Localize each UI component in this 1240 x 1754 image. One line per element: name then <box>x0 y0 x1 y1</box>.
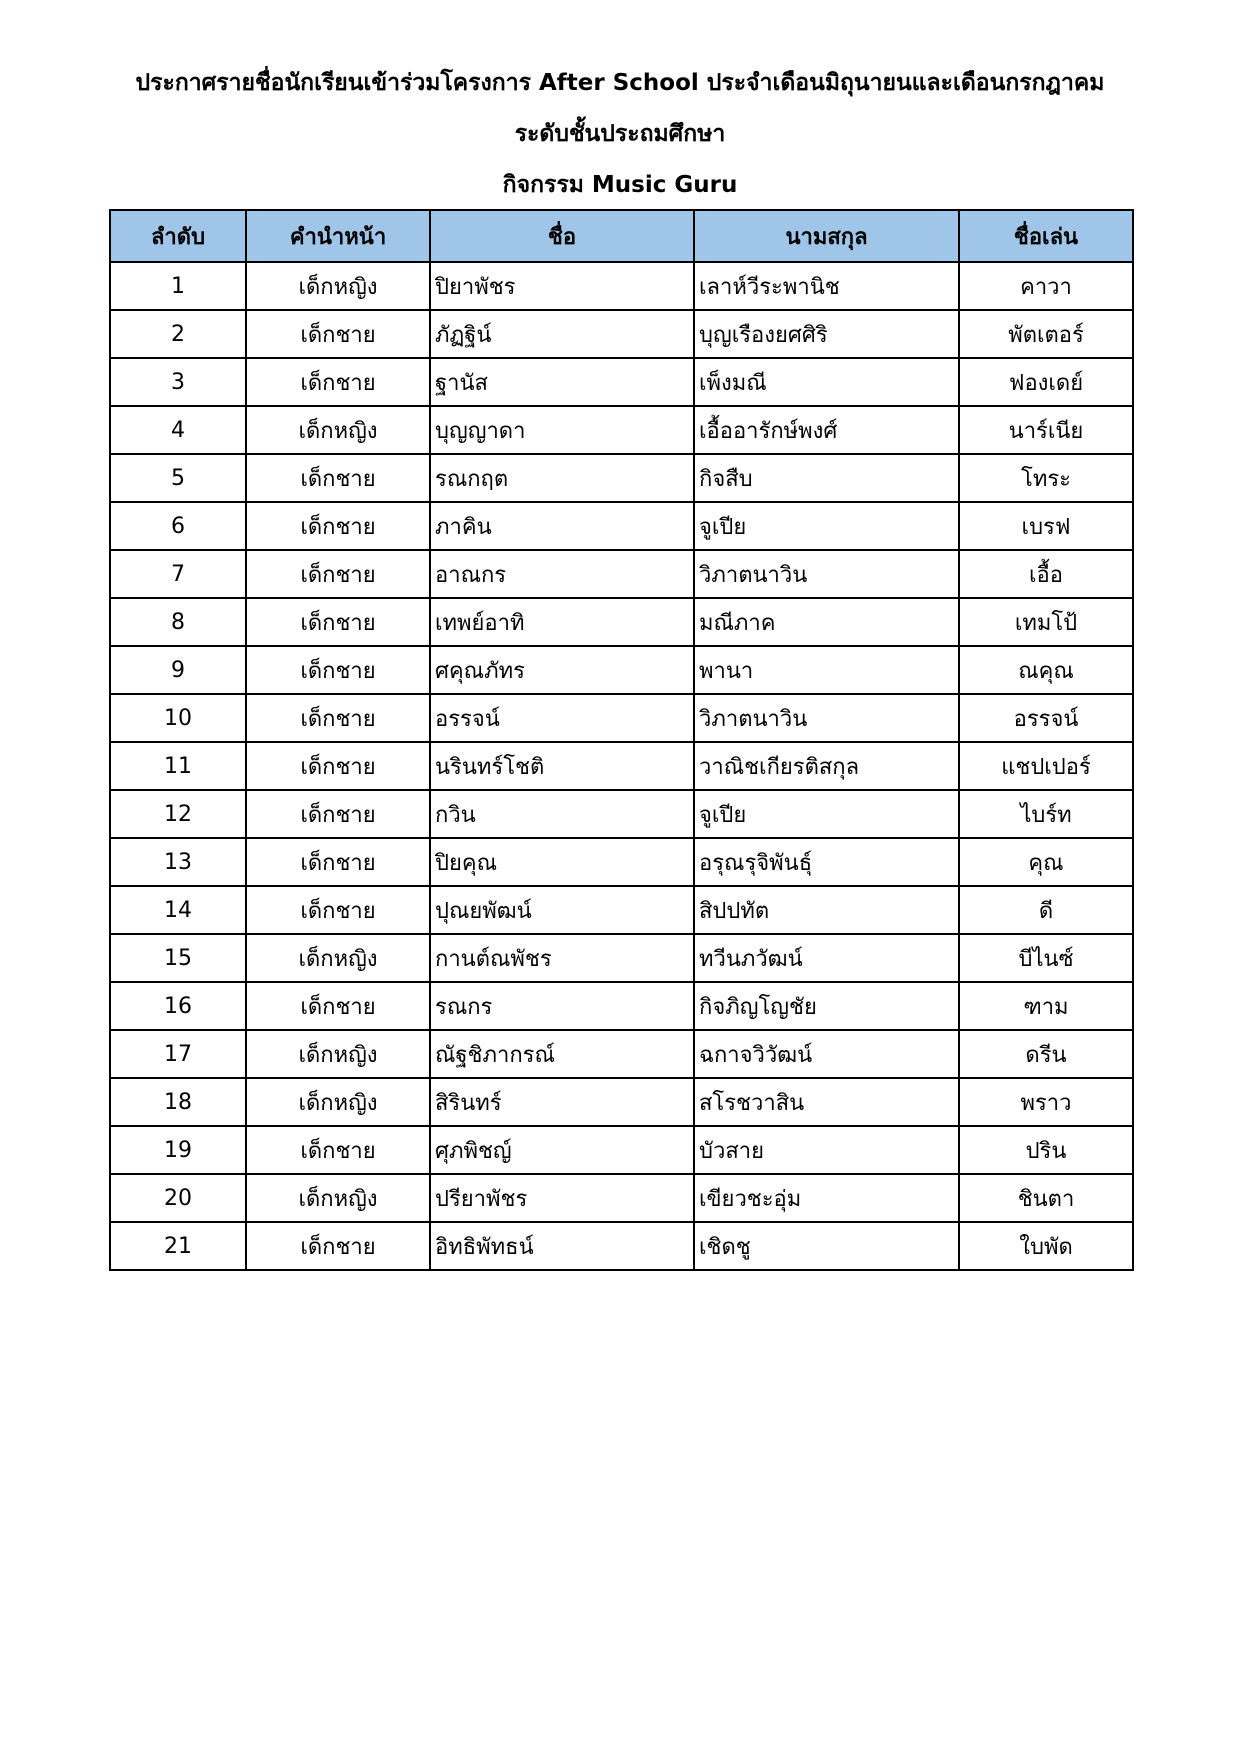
cell-first-name: ฐานัส <box>430 358 694 406</box>
table-row <box>110 1174 1133 1222</box>
cell-nickname: คุณ <box>959 838 1133 886</box>
cell-last-name: พานา <box>694 646 959 694</box>
cell-first-name: เทพย์อาทิ <box>430 598 694 646</box>
cell-last-name: กิจสืบ <box>694 454 959 502</box>
cell-last-name: กิจภิญโญชัย <box>694 982 959 1030</box>
cell-prefix: เด็กชาย <box>246 598 430 646</box>
cell-first-name: รณกฤต <box>430 454 694 502</box>
table-row <box>110 934 1133 982</box>
table-row <box>110 262 1133 310</box>
cell-nickname: เบรฟ <box>959 502 1133 550</box>
cell-first-name: กานต์ณพัชร <box>430 934 694 982</box>
cell-number: 13 <box>110 838 246 886</box>
cell-prefix: เด็กหญิง <box>246 406 430 454</box>
cell-last-name: อรุณรุจิพันธุ์ <box>694 838 959 886</box>
cell-number: 15 <box>110 934 246 982</box>
cell-nickname: อรรจน์ <box>959 694 1133 742</box>
cell-last-name: ทวีนภวัฒน์ <box>694 934 959 982</box>
cell-first-name: นรินทร์โชติ <box>430 742 694 790</box>
table-row <box>110 358 1133 406</box>
table-row <box>110 310 1133 358</box>
cell-nickname: ฟองเดย์ <box>959 358 1133 406</box>
table-row <box>110 982 1133 1030</box>
cell-number: 8 <box>110 598 246 646</box>
table-body <box>110 262 1133 1270</box>
cell-number: 19 <box>110 1126 246 1174</box>
col-header-prefix: คำนำหน้า <box>246 210 430 262</box>
table-row <box>110 406 1133 454</box>
cell-last-name: ฉกาจวิวัฒน์ <box>694 1030 959 1078</box>
table-row <box>110 838 1133 886</box>
cell-first-name: รณกร <box>430 982 694 1030</box>
table-row <box>110 1078 1133 1126</box>
cell-nickname: ปริน <box>959 1126 1133 1174</box>
cell-nickname: ฑาม <box>959 982 1133 1030</box>
cell-prefix: เด็กชาย <box>246 310 430 358</box>
col-header-nickname: ชื่อเล่น <box>959 210 1133 262</box>
cell-last-name: วาณิชเกียรติสกุล <box>694 742 959 790</box>
student-roster-table <box>109 209 1134 1271</box>
cell-first-name: บุญญาดา <box>430 406 694 454</box>
cell-last-name: เลาห์วีระพานิช <box>694 262 959 310</box>
cell-first-name: ปรียาพัชร <box>430 1174 694 1222</box>
cell-prefix: เด็กหญิง <box>246 1174 430 1222</box>
cell-first-name: อาณกร <box>430 550 694 598</box>
cell-nickname: โทระ <box>959 454 1133 502</box>
table-row <box>110 886 1133 934</box>
cell-number: 9 <box>110 646 246 694</box>
table-row <box>110 550 1133 598</box>
cell-nickname: ดรีน <box>959 1030 1133 1078</box>
cell-last-name: จูเปีย <box>694 502 959 550</box>
cell-prefix: เด็กชาย <box>246 646 430 694</box>
cell-prefix: เด็กหญิง <box>246 262 430 310</box>
cell-first-name: ณัฐชิภากรณ์ <box>430 1030 694 1078</box>
cell-prefix: เด็กชาย <box>246 550 430 598</box>
cell-nickname: แชปเปอร์ <box>959 742 1133 790</box>
cell-nickname: พราว <box>959 1078 1133 1126</box>
cell-first-name: ภัฏฐิน์ <box>430 310 694 358</box>
cell-number: 10 <box>110 694 246 742</box>
cell-number: 2 <box>110 310 246 358</box>
cell-nickname: คาวา <box>959 262 1133 310</box>
cell-last-name: เพ็งมณี <box>694 358 959 406</box>
cell-first-name: ปิยคุณ <box>430 838 694 886</box>
cell-nickname: ณคุณ <box>959 646 1133 694</box>
cell-first-name: สิรินทร์ <box>430 1078 694 1126</box>
cell-number: 3 <box>110 358 246 406</box>
cell-number: 21 <box>110 1222 246 1270</box>
cell-nickname: เทมโป้ <box>959 598 1133 646</box>
cell-last-name: บัวสาย <box>694 1126 959 1174</box>
table-row <box>110 502 1133 550</box>
cell-last-name: เอื้ออารักษ์พงศ์ <box>694 406 959 454</box>
cell-prefix: เด็กชาย <box>246 886 430 934</box>
cell-first-name: ศุภพิชญ์ <box>430 1126 694 1174</box>
cell-last-name: วิภาตนาวิน <box>694 694 959 742</box>
cell-number: 7 <box>110 550 246 598</box>
cell-first-name: อรรจน์ <box>430 694 694 742</box>
col-header-last-name: นามสกุล <box>694 210 959 262</box>
header-row <box>110 210 1133 262</box>
cell-prefix: เด็กชาย <box>246 454 430 502</box>
cell-nickname: ใบพัด <box>959 1222 1133 1270</box>
cell-prefix: เด็กชาย <box>246 502 430 550</box>
cell-prefix: เด็กชาย <box>246 838 430 886</box>
cell-first-name: ภาคิน <box>430 502 694 550</box>
table-row <box>110 646 1133 694</box>
cell-first-name: อิทธิพัทธน์ <box>430 1222 694 1270</box>
cell-prefix: เด็กหญิง <box>246 1078 430 1126</box>
cell-number: 4 <box>110 406 246 454</box>
cell-number: 17 <box>110 1030 246 1078</box>
activity-subtitle: กิจกรรม Music Guru <box>502 172 738 198</box>
cell-last-name: บุญเรืองยศศิริ <box>694 310 959 358</box>
cell-prefix: เด็กหญิง <box>246 934 430 982</box>
table-header <box>110 210 1133 262</box>
cell-prefix: เด็กชาย <box>246 982 430 1030</box>
table-row <box>110 1030 1133 1078</box>
cell-prefix: เด็กชาย <box>246 742 430 790</box>
cell-number: 6 <box>110 502 246 550</box>
cell-nickname: เอื้อ <box>959 550 1133 598</box>
cell-prefix: เด็กชาย <box>246 358 430 406</box>
cell-prefix: เด็กชาย <box>246 1222 430 1270</box>
col-header-first-name: ชื่อ <box>430 210 694 262</box>
cell-nickname: ชินตา <box>959 1174 1133 1222</box>
col-header-number: ลำดับ <box>110 210 246 262</box>
cell-number: 20 <box>110 1174 246 1222</box>
cell-number: 5 <box>110 454 246 502</box>
cell-nickname: พัตเตอร์ <box>959 310 1133 358</box>
table-row <box>110 1126 1133 1174</box>
cell-prefix: เด็กชาย <box>246 790 430 838</box>
table-row <box>110 694 1133 742</box>
table-row <box>110 454 1133 502</box>
cell-first-name: ปิยาพัชร <box>430 262 694 310</box>
table-row <box>110 790 1133 838</box>
cell-first-name: ปุณยพัฒน์ <box>430 886 694 934</box>
cell-number: 14 <box>110 886 246 934</box>
cell-number: 16 <box>110 982 246 1030</box>
cell-nickname: บีไนซ์ <box>959 934 1133 982</box>
table-row <box>110 742 1133 790</box>
level-subtitle: ระดับชั้นประถมศึกษา <box>514 121 726 147</box>
cell-last-name: เขียวชะอุ่ม <box>694 1174 959 1222</box>
cell-nickname: ไบร์ท <box>959 790 1133 838</box>
cell-nickname: ดี <box>959 886 1133 934</box>
cell-prefix: เด็กหญิง <box>246 1030 430 1078</box>
cell-number: 1 <box>110 262 246 310</box>
cell-nickname: นาร์เนีย <box>959 406 1133 454</box>
cell-number: 12 <box>110 790 246 838</box>
cell-last-name: เชิดชู <box>694 1222 959 1270</box>
cell-prefix: เด็กชาย <box>246 1126 430 1174</box>
table-row <box>110 598 1133 646</box>
cell-last-name: จูเปีย <box>694 790 959 838</box>
cell-last-name: สโรชวาสิน <box>694 1078 959 1126</box>
table-row <box>110 1222 1133 1270</box>
cell-first-name: กวิน <box>430 790 694 838</box>
cell-last-name: วิภาตนาวิน <box>694 550 959 598</box>
cell-number: 11 <box>110 742 246 790</box>
cell-first-name: ศคุณภัทร <box>430 646 694 694</box>
cell-last-name: มณีภาค <box>694 598 959 646</box>
announcement-title: ประกาศรายชื่อนักเรียนเข้าร่วมโครงการ After School ประจำเดือนมิถุนายนและเดือนกรกฎาคม <box>135 70 1105 96</box>
cell-number: 18 <box>110 1078 246 1126</box>
cell-last-name: สิปปทัต <box>694 886 959 934</box>
cell-prefix: เด็กชาย <box>246 694 430 742</box>
